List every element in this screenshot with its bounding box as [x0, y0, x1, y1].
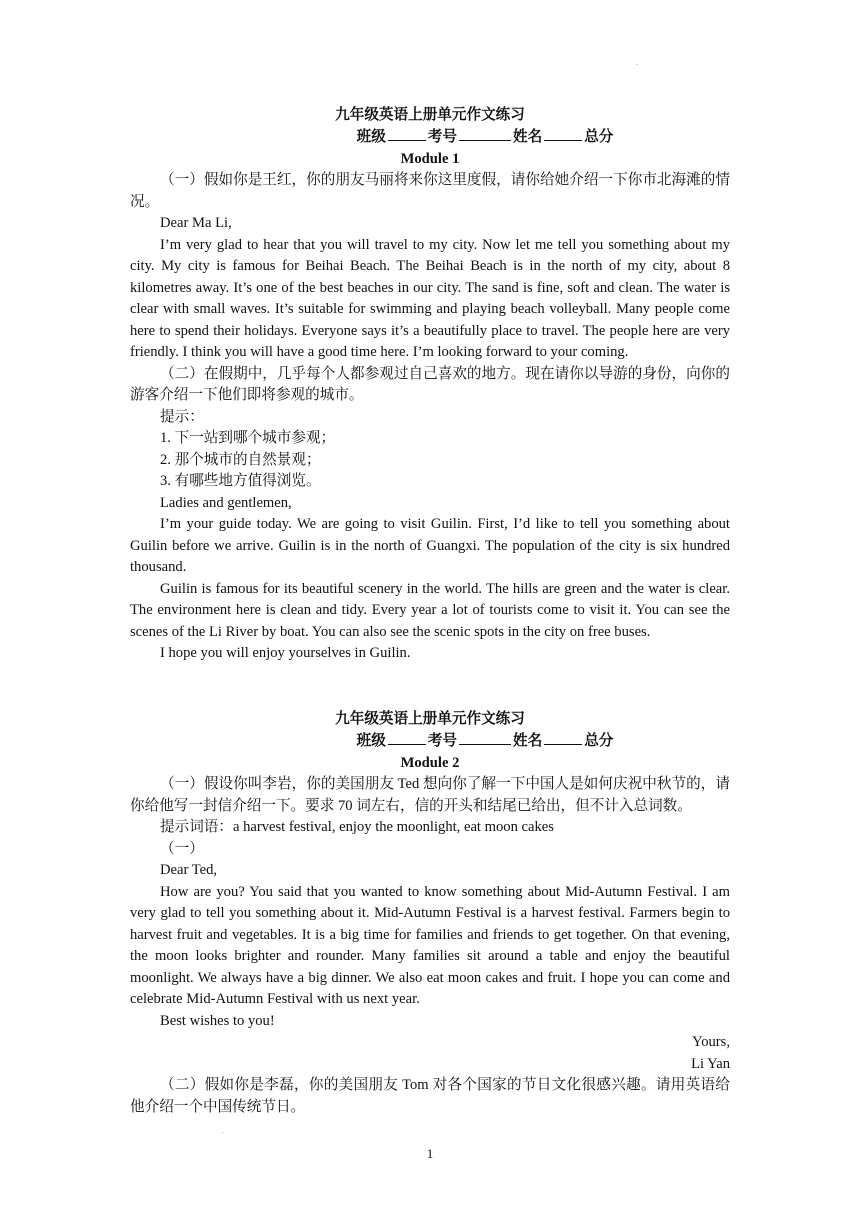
worksheet-title: 九年级英语上册单元作文练习 [335, 107, 525, 123]
essay-paragraph: Guilin is famous for its beautiful scenery in the world. The hills are green and the water is clear. The environment here is clean and tidy. Every year a lot of tourists come to visit it. You can see the scenes of the Li River by boat. You can also see the scenic spots in the city on free buses. [130, 580, 730, 640]
module-heading: Module 1 [400, 151, 460, 167]
section-module-2 [130, 708, 730, 1118]
scan-speck: . [222, 1126, 224, 1135]
class-label: 班级 [356, 129, 386, 145]
exam-number-label: 考号 [427, 129, 457, 145]
letter-signature: Li Yan [691, 1055, 730, 1072]
student-info-line [130, 730, 730, 752]
essay-paragraph: I’m very glad to hear that you will travel to my city. Now let me tell you something about my city. My city is famous for Beihai Beach. The Beihai Beach is in the north of my city, about 8 kilometres away. It’s one of the best beaches in our city. The sand is fine, soft and clean. The water is clear with small waves. It’s suitable for swimming and playing beach volleyball. Many people come here to spend their holidays. Everyone says it’s a beautifully place to travel. The people here are very friendly. I think you will have a good time here. I’m looking forward to your coming. [130, 236, 730, 360]
name-label: 姓名 [513, 733, 543, 749]
sub-item-marker: （一） [160, 840, 204, 857]
score-label: 总分 [584, 733, 614, 749]
exam-number-blank [459, 730, 511, 745]
essay-paragraph: How are you? You said that you wanted to know something about Mid-Autumn Festival. I am very glad to tell you something about it. Mid-Autumn Festival is a harvest festival. Farmers begin to harvest fruit and vegetables. It is a big time for families and friends to get together. On that evening, the moon looks brighter and rounder. Many families sit around a table and enjoy the beautiful moonlight. We always have a big dinner. We also eat moon cakes and fruit. I hope you can come and celebrate Mid-Autumn Festival with us next year. [130, 883, 730, 1007]
letter-greeting: Dear Ted, [160, 862, 218, 878]
task-prompt: （一）假设你叫李岩，你的美国朋友 Ted 想向你了解一下中国人是如何庆祝中秋节的，请你给他写一封信介绍一下。要求 70 词左右，信的开头和结尾已给出，但不计入总词数。 [130, 776, 730, 814]
exam-number-label: 考号 [427, 733, 457, 749]
page-number: 1 [426, 1146, 434, 1161]
class-blank [388, 730, 426, 745]
hint-words: 提示词语：a harvest festival, enjoy the moonlight, eat moon cakes [160, 819, 554, 835]
name-label: 姓名 [513, 129, 543, 145]
essay-paragraph: I’m your guide today. We are going to visit Guilin. First, I’d like to tell you something about Guilin before we arrive. Guilin is in the north of Guangxi. The population of the city is six hundred thousand. [130, 516, 730, 575]
task-prompt: （一）假如你是王红，你的朋友马丽将来你这里度假，请你给她介绍一下你市北海滩的情况。 [130, 172, 730, 210]
hint-label: 提示： [160, 408, 204, 425]
scan-speck: . [636, 58, 638, 67]
student-info-line [130, 126, 730, 148]
speech-greeting: Ladies and gentlemen, [160, 494, 292, 511]
section-module-1 [130, 104, 730, 665]
task-prompt: （二）假如你是李磊，你的美国朋友 Tom 对各个国家的节日文化很感兴趣。请用英语给他介绍一个中国传统节日。 [130, 1077, 730, 1115]
worksheet-title: 九年级英语上册单元作文练习 [335, 711, 525, 727]
class-blank [388, 126, 426, 141]
class-label: 班级 [356, 733, 386, 749]
letter-signoff: Yours, [692, 1034, 730, 1050]
task-prompt: （二）在假期中，几乎每个人都参观过自己喜欢的地方。现在请你以导游的身份，向你的游客介绍一下他们即将参观的城市。 [130, 365, 730, 403]
module-heading: Module 2 [400, 755, 460, 771]
hint-item: 1. 下一站到哪个城市参观； [160, 430, 336, 446]
letter-greeting: Dear Ma Li, [160, 215, 232, 231]
hint-item: 2. 那个城市的自然景观； [160, 451, 321, 468]
essay-paragraph: I hope you will enjoy yourselves in Guilin. [160, 645, 411, 661]
score-label: 总分 [584, 129, 614, 145]
exam-number-blank [459, 126, 511, 141]
hint-item: 3. 有哪些地方值得浏览。 [160, 473, 321, 489]
letter-closing: Best wishes to you! [160, 1012, 275, 1029]
name-blank [544, 730, 582, 745]
name-blank [544, 126, 582, 141]
